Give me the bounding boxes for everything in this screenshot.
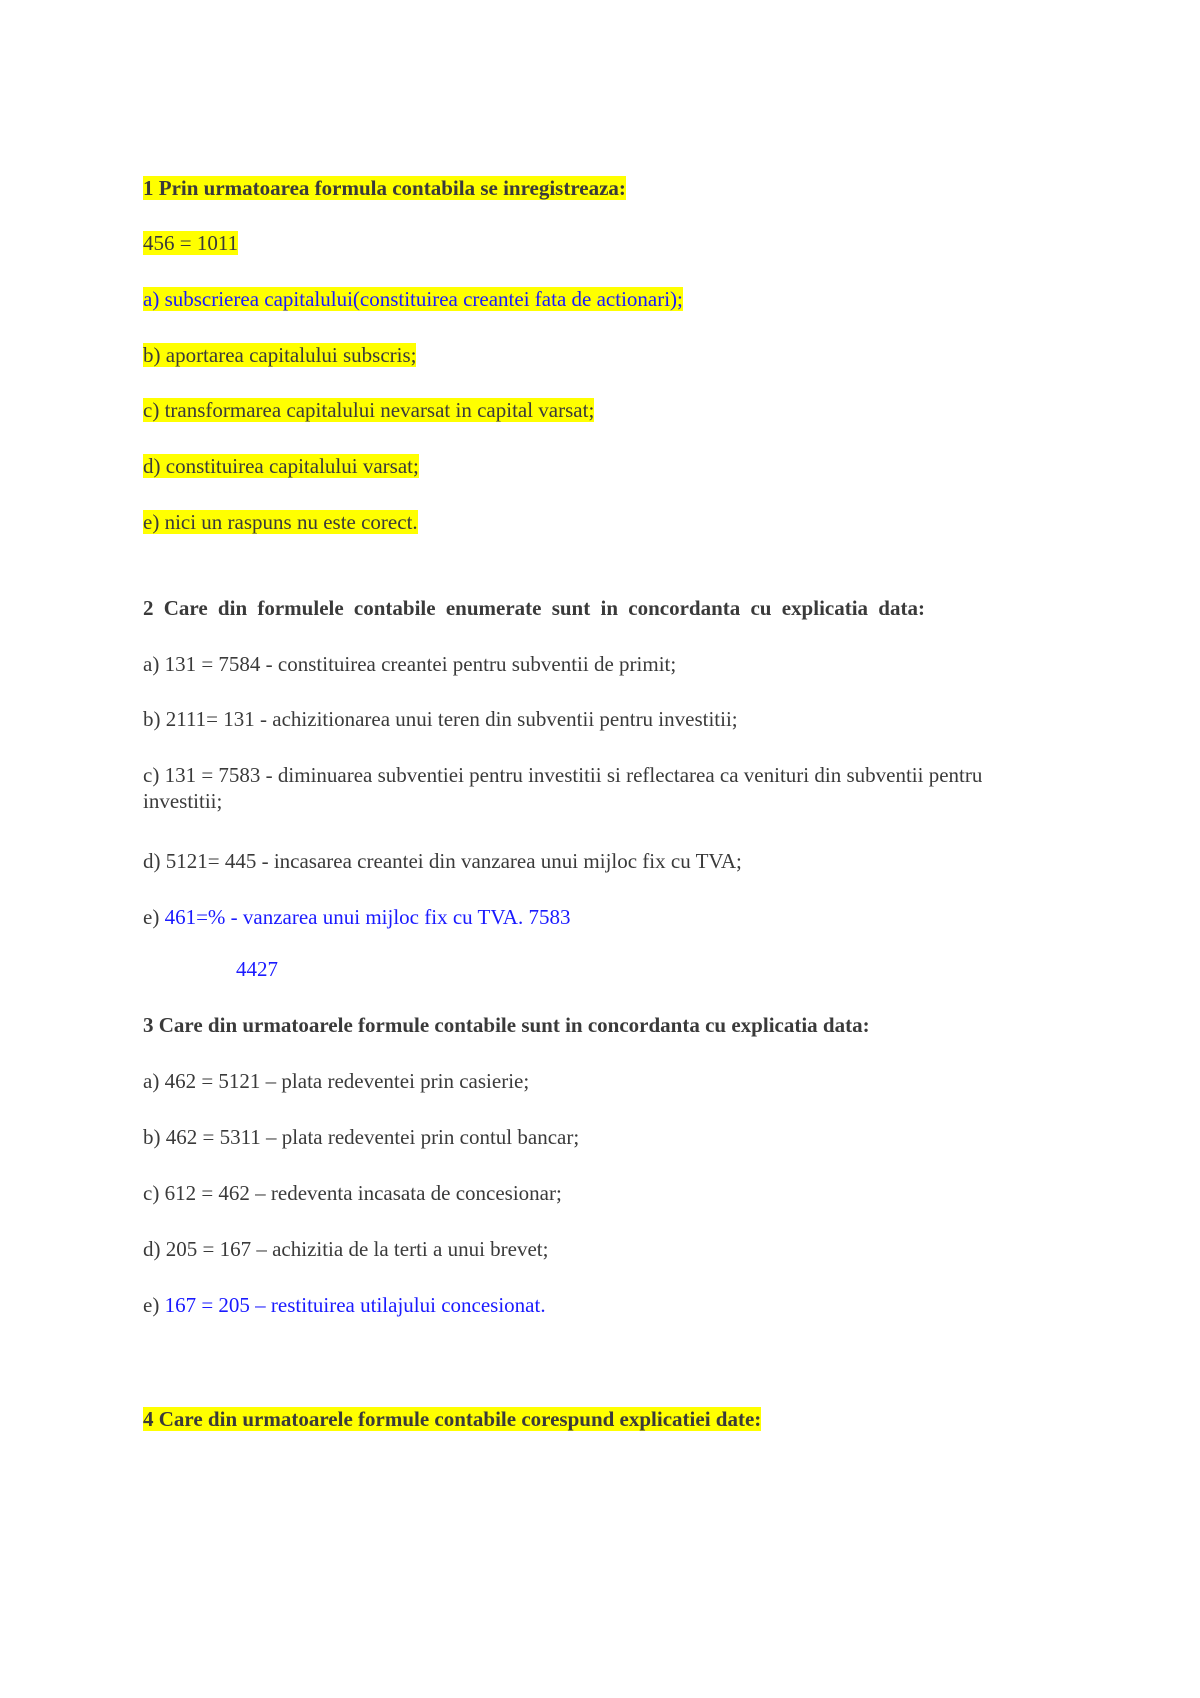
q2-option-b: b) 2111= 131 - achizitionarea unui teren din subventii pentru investitii;: [143, 707, 738, 731]
q2-option-c: c) 131 = 7583 - diminuarea subventiei pentru investitii si reflectarea ca venituri din subventii pentru investitii;: [143, 763, 983, 813]
q1-option-c: [143, 397, 594, 423]
q1-option-b-text: b) aportarea capitalului subscris;: [143, 343, 417, 367]
q1-formula: [143, 230, 238, 256]
q1-option-c-text: c) transformarea capitalului nevarsat in capital varsat;: [143, 398, 595, 422]
q2-option-a: a) 131 = 7584 - constituirea creantei pentru subventii de primit;: [143, 652, 677, 676]
q3-option-e-prefix: e): [143, 1293, 165, 1317]
q3-option-d: d) 205 = 167 – achizitia de la terti a unui brevet;: [143, 1237, 549, 1261]
q4-title: [143, 1406, 761, 1432]
q1-option-b: [143, 342, 416, 368]
q1-title: [143, 175, 626, 201]
q1-title-text: 1 Prin urmatoarea formula contabila se inregistreaza:: [143, 176, 626, 200]
q2-option-e-prefix: e): [143, 905, 165, 929]
q1-formula-text: 456 = 1011: [143, 231, 239, 255]
q4-title-text: 4 Care din urmatoarele formule contabile corespund explicatiei date:: [143, 1407, 762, 1431]
q2-option-e-extra: 4427: [236, 957, 278, 981]
q2-option-e: [143, 904, 570, 930]
q3-option-e-text: 167 = 205 – restituirea utilajului concesionat.: [164, 1293, 546, 1317]
q3-option-c: c) 612 = 462 – redeventa incasata de concesionar;: [143, 1181, 562, 1205]
q1-option-d: [143, 453, 419, 479]
q3-option-b: b) 462 = 5311 – plata redeventei prin contul bancar;: [143, 1125, 580, 1149]
q2-option-e-text: 461=% - vanzarea unui mijloc fix cu TVA. 7583: [164, 905, 571, 929]
q1-option-d-text: d) constituirea capitalului varsat;: [143, 454, 419, 478]
q2-title: 2 Care din formulele contabile enumerate sunt in concordanta cu explicatia data:: [143, 596, 925, 620]
q3-option-e: [143, 1292, 546, 1318]
q1-option-e-text: e) nici un raspuns nu este corect.: [143, 510, 418, 534]
q3-title: 3 Care din urmatoarele formule contabile sunt in concordanta cu explicatia data:: [143, 1013, 870, 1037]
q1-option-e: [143, 509, 418, 535]
q1-option-a-text: a) subscrierea capitalului(constituirea creantei fata de actionari);: [143, 287, 683, 311]
q1-option-a: [143, 286, 683, 312]
q3-option-a: a) 462 = 5121 – plata redeventei prin casierie;: [143, 1069, 530, 1093]
q2-option-d: d) 5121= 445 - incasarea creantei din vanzarea unui mijloc fix cu TVA;: [143, 849, 742, 873]
